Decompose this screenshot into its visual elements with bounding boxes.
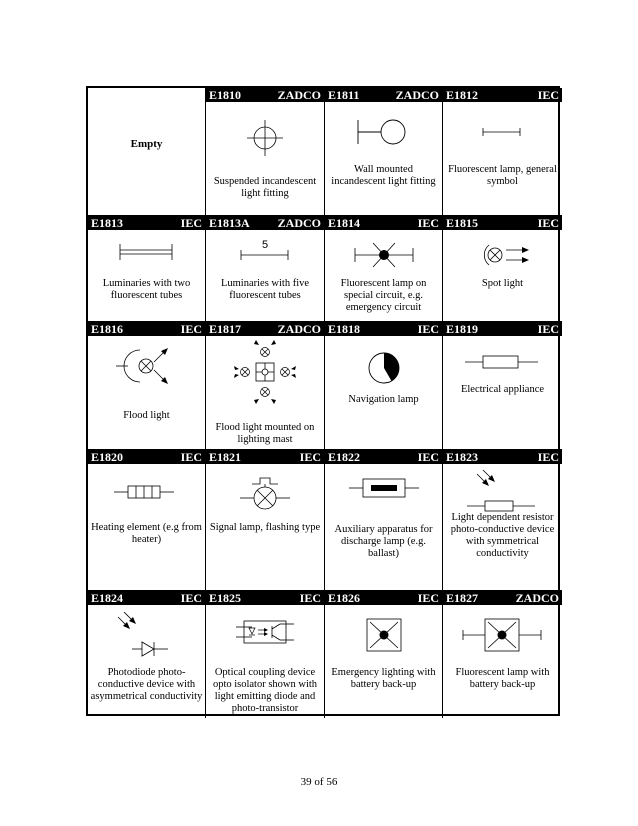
symbol-standard: IEC — [299, 450, 321, 464]
symbol-code: E1816 — [91, 322, 124, 336]
fluorescent-battery-icon — [443, 607, 562, 667]
cell-header — [206, 88, 324, 102]
symbol-cell-e1826 — [325, 591, 443, 718]
emergency-fluorescent-icon — [325, 232, 443, 282]
symbol-table — [86, 86, 560, 716]
heating-element-icon — [88, 466, 206, 526]
symbol-standard: IEC — [180, 450, 202, 464]
symbol-code: E1820 — [91, 450, 124, 464]
symbol-standard: IEC — [537, 322, 559, 336]
two-tube-luminaire-icon — [88, 232, 206, 282]
suspended-lamp-icon — [206, 104, 325, 164]
cell-header — [88, 322, 205, 336]
cell-header — [206, 591, 324, 605]
cell-header — [88, 216, 205, 230]
symbol-code: E1815 — [446, 216, 479, 230]
symbol-caption: Navigation lamp — [348, 394, 419, 405]
page-number: 39 of 56 — [300, 776, 338, 788]
symbol-cell-e1811 — [325, 88, 443, 216]
photodiode-icon — [88, 607, 206, 673]
emergency-lighting-icon — [325, 607, 443, 667]
symbol-code: E1821 — [209, 450, 242, 464]
symbol-cell-e1820 — [88, 450, 206, 591]
symbol-code: E1825 — [209, 591, 242, 605]
tube-count-label: 5 — [261, 239, 269, 251]
symbol-cell-e1812 — [443, 88, 562, 216]
mast-flood-light-icon — [206, 338, 325, 414]
symbol-caption: Signal lamp, flashing type — [209, 522, 321, 533]
symbol-cell-e1823 — [443, 450, 562, 591]
cell-header — [88, 591, 205, 605]
symbol-caption: Fluorescent lamp with battery back-up — [455, 667, 550, 690]
symbol-code: E1813 — [91, 216, 124, 230]
symbol-standard: IEC — [537, 88, 559, 102]
navigation-lamp-icon — [325, 338, 443, 398]
symbol-cell-e1813 — [88, 216, 206, 322]
symbol-code: E1822 — [328, 450, 361, 464]
symbol-code: E1812 — [446, 88, 479, 102]
cell-header — [206, 322, 324, 336]
symbol-cell-e1815 — [443, 216, 562, 322]
symbol-standard: ZADCO — [277, 216, 321, 230]
symbol-code: E1810 — [209, 88, 242, 102]
symbol-cell-e1821 — [206, 450, 325, 591]
symbol-code: E1817 — [209, 322, 242, 336]
symbol-caption: Flood light mounted on lighting mast — [215, 422, 315, 445]
symbol-standard: IEC — [417, 591, 439, 605]
symbol-standard: ZADCO — [277, 322, 321, 336]
empty-label: Empty — [130, 138, 163, 150]
symbol-standard: IEC — [180, 591, 202, 605]
symbol-caption: Wall mounted incandescent light fitting — [331, 164, 436, 187]
empty-cell — [88, 88, 206, 216]
flood-light-icon — [88, 338, 206, 398]
symbol-caption: Fluorescent lamp, general symbol — [448, 164, 557, 187]
symbol-code: E1818 — [328, 322, 361, 336]
symbol-code: E1823 — [446, 450, 479, 464]
symbol-code: E1819 — [446, 322, 479, 336]
symbol-cell-e1822 — [325, 450, 443, 591]
symbol-cell-e1814 — [325, 216, 443, 322]
symbol-cell-e1819 — [443, 322, 562, 450]
cell-header — [325, 322, 442, 336]
electrical-appliance-icon — [443, 338, 562, 388]
symbol-code: E1811 — [328, 88, 360, 102]
wall-lamp-icon — [325, 104, 443, 164]
cell-header — [325, 216, 442, 230]
cell-header — [443, 450, 562, 464]
five-tube-luminaire-icon — [206, 232, 325, 282]
symbol-standard: ZADCO — [277, 88, 321, 102]
symbol-caption: Electrical appliance — [460, 384, 545, 395]
cell-header — [443, 322, 562, 336]
optocoupler-icon — [206, 607, 325, 667]
symbol-cell-e1816 — [88, 322, 206, 450]
symbol-code: E1824 — [91, 591, 124, 605]
symbol-caption: Fluorescent lamp on special circuit, e.g. emergency circuit — [340, 278, 427, 313]
symbol-caption: Luminaries with two fluorescent tubes — [102, 278, 191, 301]
symbol-code: E1814 — [328, 216, 361, 230]
symbol-cell-e1824 — [88, 591, 206, 718]
cell-header — [206, 450, 324, 464]
symbol-caption: Flood light — [123, 410, 170, 421]
symbol-standard: IEC — [180, 216, 202, 230]
symbol-code: E1827 — [446, 591, 479, 605]
symbol-caption: Light dependent resistor photo-conductive device with symmetrical conductivity — [450, 512, 555, 559]
symbol-standard: IEC — [417, 216, 439, 230]
symbol-caption: Optical coupling device opto isolator shown with light emitting diode and photo-transistor — [212, 667, 318, 714]
cell-header — [206, 216, 324, 230]
symbol-standard: IEC — [417, 322, 439, 336]
cell-header — [325, 450, 442, 464]
cell-header — [443, 216, 562, 230]
cell-header — [443, 88, 562, 102]
symbol-standard: ZADCO — [395, 88, 439, 102]
symbol-caption: Heating element (e.g from heater) — [91, 522, 202, 545]
cell-header — [443, 591, 562, 605]
symbol-caption: Auxiliary apparatus for discharge lamp (e.g. ballast) — [334, 524, 433, 559]
symbol-cell-e1827 — [443, 591, 562, 718]
symbol-cell-e1818 — [325, 322, 443, 450]
symbol-caption: Luminaries with five fluorescent tubes — [220, 278, 310, 301]
symbol-standard: IEC — [417, 450, 439, 464]
symbol-standard: ZADCO — [515, 591, 559, 605]
symbol-standard: IEC — [537, 216, 559, 230]
symbol-caption: Emergency lighting with battery back-up — [331, 667, 436, 690]
ballast-icon — [325, 466, 443, 526]
symbol-standard: IEC — [180, 322, 202, 336]
symbol-caption: Spot light — [481, 278, 524, 289]
cell-header — [88, 450, 205, 464]
cell-header — [325, 88, 442, 102]
symbol-code: E1813A — [209, 216, 250, 230]
symbol-cell-e1810 — [206, 88, 325, 216]
symbol-standard: IEC — [299, 591, 321, 605]
cell-header — [325, 591, 442, 605]
symbol-caption: Suspended incandescent light fitting — [213, 176, 317, 199]
symbol-cell-e1813a — [206, 216, 325, 322]
flashing-signal-lamp-icon — [206, 466, 325, 526]
symbol-cell-e1825 — [206, 591, 325, 718]
fluorescent-lamp-icon — [443, 104, 562, 164]
symbol-code: E1826 — [328, 591, 361, 605]
symbol-standard: IEC — [537, 450, 559, 464]
symbol-caption: Photodiode photo-conductive device with asymmetrical conductivity — [90, 667, 203, 702]
spot-light-icon — [443, 232, 562, 282]
symbol-cell-e1817 — [206, 322, 325, 450]
